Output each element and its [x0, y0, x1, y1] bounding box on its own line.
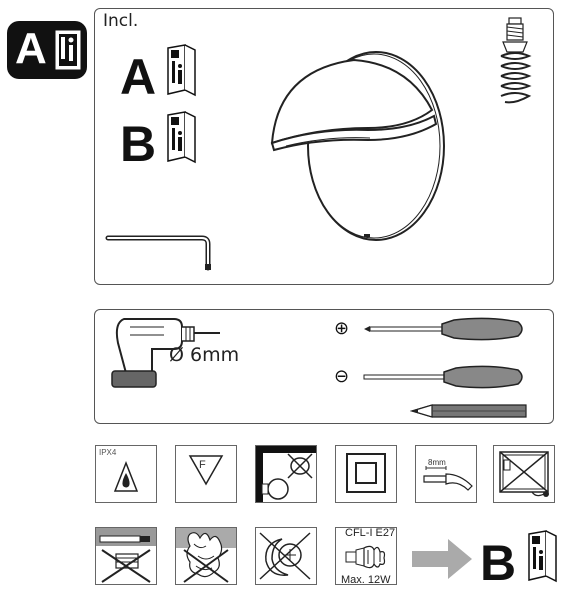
triangle-f-icon	[188, 454, 224, 486]
drill-diameter: Ø 6mm	[169, 344, 240, 366]
manual-book-icon	[165, 111, 197, 163]
manual-book-icon	[55, 30, 81, 70]
phillips-symbol: ⊕	[334, 318, 350, 339]
cable-strip-length: 8mm	[428, 458, 446, 467]
no-insulation-cover-icon	[176, 528, 236, 584]
included-label: Incl.	[103, 11, 139, 31]
double-square-icon	[345, 452, 387, 494]
water-drop-icon	[113, 457, 139, 493]
bulb-type: CFL-I E27	[345, 527, 396, 539]
flat-screwdriver-icon	[360, 364, 526, 390]
included-item-a-letter: A	[120, 49, 157, 105]
cable-strip-icon	[420, 466, 474, 492]
section-badge	[7, 21, 87, 79]
no-dimmer-icon	[258, 531, 312, 581]
next-section-letter: B	[480, 535, 517, 591]
class-f-label: F	[199, 459, 206, 471]
ceiling-lamp-no-cover-icon	[256, 446, 316, 502]
flat-symbol: ⊖	[334, 366, 350, 387]
bulb-max-wattage: Max. 12W	[341, 574, 391, 586]
no-power-box-icon	[496, 448, 552, 500]
wall-lamp-illustration	[258, 50, 448, 242]
included-item-b-letter: B	[120, 116, 157, 172]
cfl-bulb-icon	[344, 542, 388, 572]
manual-book-icon	[526, 530, 558, 582]
ip-rating-label: IPX4	[99, 448, 117, 457]
arrow-right-icon	[410, 537, 474, 581]
cfl-bulb-icon	[493, 16, 537, 108]
phillips-screwdriver-icon	[360, 316, 526, 342]
manual-book-icon	[165, 44, 197, 96]
section-letter: A	[15, 24, 47, 73]
allen-key-icon	[104, 234, 216, 276]
pencil-icon	[410, 401, 530, 419]
no-ceiling-mount-icon	[96, 528, 156, 584]
